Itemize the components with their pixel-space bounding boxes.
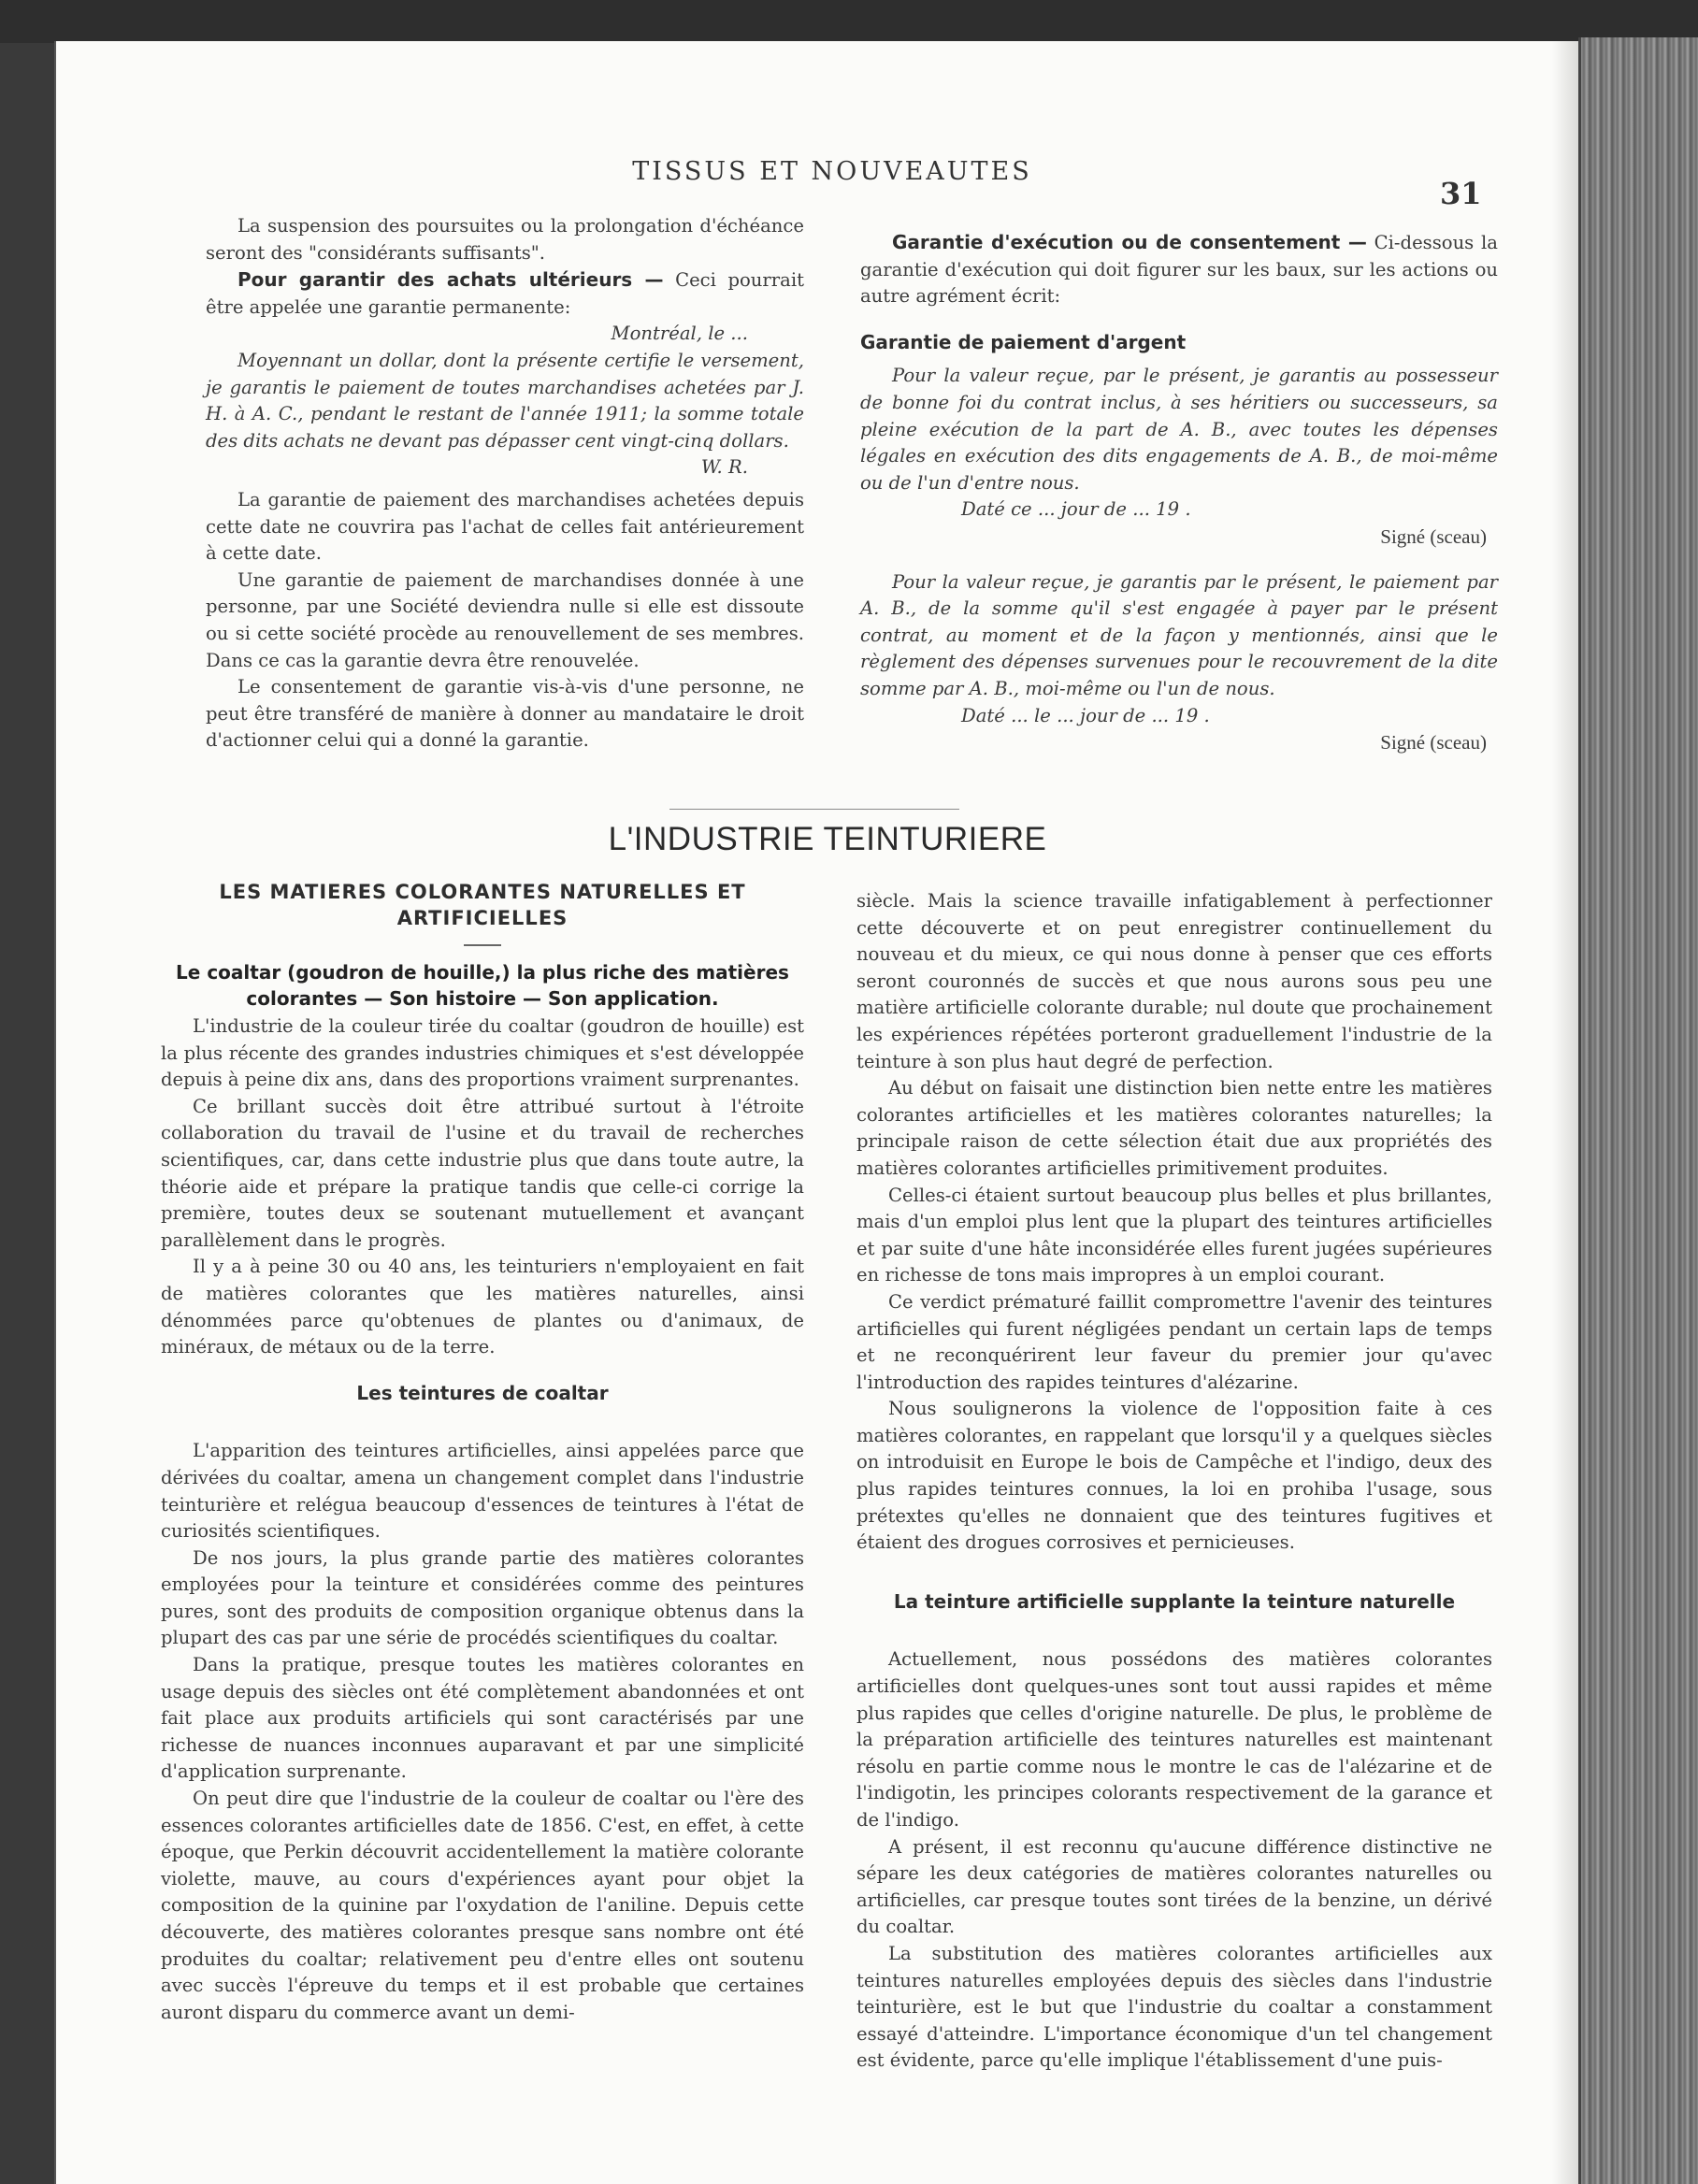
running-head: TISSUS ET NOUVEAUTES (632, 157, 1032, 186)
signature-line: Signé (sceau) (1380, 731, 1487, 754)
paragraph: On peut dire que l'industrie de la couleur de coaltar ou l'ère des essences colorantes artificielles date de 1856. C'est, en effet, à cette époque, que Perkin découvrit accidentellement la matière colorante violette, mauve, au cours d'expériences ayant pour objet la composition de la quinine par l'oxydation de l'aniline. Depuis cette découverte, des matières colorantes presque sans nombre ont été produites du coaltar; relativement peu d'entre elles ont soutenu avec succès l'épreuve du temps et il est probable que certaines auront disparu du commerce avant un demi- (161, 1788, 804, 2023)
page-gutter-shadow (1552, 41, 1580, 2184)
paragraph: La substitution des matières colorantes artificielles aux teintures naturelles employées depuis des siècles dans l'industrie teinturière, est le but que l'industrie du coaltar a constamment essayé d'atteindre. L'importance économique d'un tel changement est évidente, parce qu'elle implique l'établissement d'une puis- (856, 1942, 1492, 2072)
paragraph: Au début on faisait une distinction bien nette entre les matières colorantes artificielles et les matières colorantes naturelles; la principale raison de cette sélection était due aux propriétés des matières colorantes artificielles primitivement produites. (856, 1077, 1492, 1179)
lower-left-column (161, 879, 804, 2026)
paragraph: Il y a à peine 30 ou 40 ans, les teinturiers n'employaient en fait de matières colorantes que les matières naturelles, ainsi dénommées parce qu'obtenues de plantes ou d'animaux, de minéraux, de métaux ou de la terre. (161, 1256, 804, 1358)
quote-initials: W. R. (700, 456, 748, 479)
title-separator (464, 944, 501, 946)
paragraph: siècle. Mais la science travaille infatigablement à perfectionner cette découverte et on peut enregistrer continuellement du nouveau et du mieux, ce qui nous donne à penser que ces efforts seront couronnés de succès et que nous aurons sous peu une matière artificielle colorante durable; nul doute que prochainement les expériences répétées porteront graduellement l'industrie de la teinture à son plus haut degré de perfection. (856, 890, 1492, 1072)
paragraph-text: Ci-dessous la garantie d'exécution qui doit figurer sur les baux, sur les actions ou autre agrément écrit: (860, 232, 1498, 308)
page-number: 31 (1440, 176, 1482, 211)
section-title: L'INDUSTRIE TEINTURIERE (608, 821, 1047, 857)
guarantee-quote: Pour la valeur reçue, je garantis par le présent, le paiement par A. B., de la somme qu'il s'est engagée à payer par le présent contrat, au moment et de la façon y mentionnés, ainsi que le règlement des dépenses survenues pour le recouvrement de la dite somme par A. B., moi-même ou l'un de nous. (860, 570, 1498, 699)
subheading: Garantie de paiement d'argent (860, 330, 1187, 353)
subheading: La teinture artificielle supplante la teinture naturelle (893, 1589, 1456, 1613)
paragraph: Nous soulignerons la violence de l'opposition faite à ces matières colorantes, en rappelant que lorsqu'il y a quelques siècles on introduisit en Europe le bois de Campêche et l'indigo, deux des plus rapides teintures connues, la loi en prohiba l'usage, sous prétextes qu'elles ne donnaient que des teintures fugitives et étaient des drogues corrosives et pernicieuses. (856, 1398, 1492, 1554)
paragraph: A présent, il est reconnu qu'aucune différence distinctive ne sépare les deux catégories de matières colorantes naturelles ou artificielles, car presque toutes sont tirées de la benzine, un dérivé du coaltar. (856, 1835, 1492, 1938)
upper-right-column (860, 229, 1498, 756)
paragraph-text: Ceci pourrait être appelée une garantie permanente: (206, 269, 804, 318)
inline-heading: Garantie d'exécution ou de consentement — (892, 231, 1367, 253)
inline-heading: Pour garantir des achats ultérieurs — (237, 268, 664, 292)
article-subtitle: Le coaltar (goudron de houille,) la plus riche des matières colorantes — Son histoire — Son application. (176, 961, 789, 1010)
paragraph: Celles-ci étaient surtout beaucoup plus belles et plus brillantes, mais d'un emploi plus lent que la plupart des teintures artificielles et par suite d'une hâte inconsidérée elles furent jugées supérieures en richesse de tons mais impropres à un emploi courant. (856, 1184, 1492, 1286)
paragraph: De nos jours, la plus grande partie des matières colorantes employées pour la teinture et considérées comme des peintures pures, sont des produits de composition organique obtenus dans la plupart des cas par une série de procédés scientifiques du coaltar. (161, 1546, 804, 1649)
paragraph: Une garantie de paiement de marchandises donnée à une personne, par une Société deviendra nulle si elle est dissoute ou si cette société procède au renouvellement de ses membres. Dans ce cas la garantie devra être renouvelée. (206, 568, 804, 671)
paragraph: Dans la pratique, presque toutes les matières colorantes en usage depuis des siècles ont été complètement abandonnées et ont fait place aux produits artificiels qui sont caractérisés par une richesse de nuances inconnues auparavant et par une simplicité d'application surprenante. (161, 1654, 804, 1783)
paragraph: L'apparition des teintures artificielles, ainsi appelées parce que dérivées du coaltar, amena un changement complet dans l'industrie teinturière et relégua beaucoup d'essences de teintures à l'état de curiosités scientifiques. (161, 1440, 804, 1543)
paragraph (206, 266, 804, 321)
paragraph: Le consentement de garantie vis-à-vis d'une personne, ne peut être transféré de manière à donner au mandataire le droit d'actionner celui qui a donné la garantie. (206, 676, 804, 752)
lower-right-column (856, 888, 1492, 2075)
article-title: LES MATIERES COLORANTES NATURELLES ET ARTIFICIELLES (219, 881, 746, 929)
paragraph (860, 229, 1498, 310)
paragraph: Ce brillant succès doit être attribué surtout à l'étroite collaboration du travail de l'usine et du travail de recherches scientifiques, car, dans cette industrie plus que dans toute autre, la théorie aide et prépare la pratique tandis que celle-ci corrige la première, toutes deux se soutenant mutuellement et avançant parallèlement dans le progrès. (161, 1095, 804, 1251)
subheading: Les teintures de coaltar (356, 1381, 609, 1404)
signature-line: Signé (sceau) (1380, 524, 1487, 548)
dated-line: Daté ce ... jour de ... 19 . (961, 498, 1191, 521)
paragraph: La suspension des poursuites ou la prolongation d'échéance seront des "considérants suffisants". (206, 215, 804, 264)
guarantee-quote: Moyennant un dollar, dont la présente certifie le versement, je garantis le paiement de toutes marchandises achetées par J. H. à A. C., pendant le restant de l'année 1911; la somme totale des dits achats ne devant pas dépasser cent vingt-cinq dollars. (206, 349, 804, 452)
book-page-edges (1578, 37, 1698, 2184)
paragraph: Actuellement, nous possédons des matières colorantes artificielles dont quelques-unes sont tout aussi rapides et même plus rapides que celles d'origine naturelle. De plus, le problème de la préparation artificielle des teintures naturelles est maintenant résolu en partie comme nous le montre le cas de l'alézarine et de l'indigotin, les principes colorants respectivement de la garance et de l'indigo. (856, 1648, 1492, 1831)
paragraph: Ce verdict prématuré faillit compromettre l'avenir des teintures artificielles qui furent négligées pendant un certain laps de temps et ne reconquérirent leur faveur du premier jour qu'avec l'introduction des rapides teintures d'alézarine. (856, 1290, 1492, 1393)
quote-place-date: Montréal, le ... (611, 323, 748, 345)
paragraph: La garantie de paiement des marchandises achetées depuis cette date ne couvrira pas l'achat de celles fait antérieurement à cette date. (206, 488, 804, 565)
section-divider (669, 809, 959, 810)
dated-line: Daté ... le ... jour de ... 19 . (961, 704, 1210, 726)
upper-left-column (206, 213, 804, 754)
scan-top-border (0, 0, 1698, 43)
paragraph: L'industrie de la couleur tirée du coaltar (goudron de houille) est la plus récente des grandes industries chimiques et s'est développée depuis à peine dix ans, dans des proportions vraiment surprenantes. (161, 1015, 804, 1091)
guarantee-quote: Pour la valeur reçue, par le présent, je garantis au possesseur de bonne foi du contrat inclus, à ses héritiers ou successeurs, sa pleine exécution de la part de A. B., avec toutes les dépenses légales en exécution des dits engagements de A. B., de moi-même ou de l'un d'entre nous. (860, 365, 1498, 494)
